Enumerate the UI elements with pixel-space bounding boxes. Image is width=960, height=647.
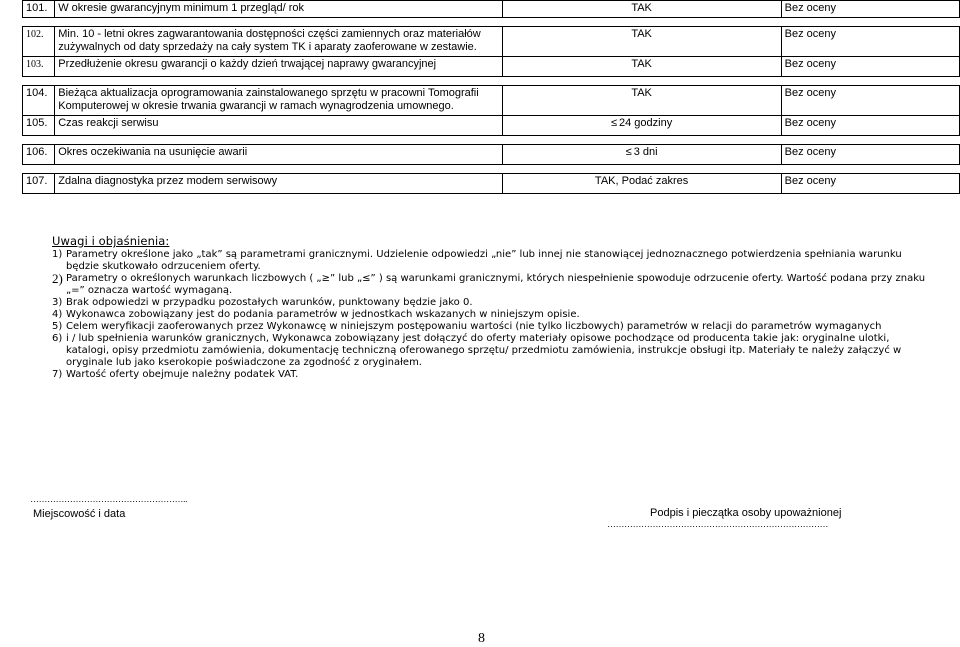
note-text: Brak odpowiedzi w przypadku pozostałych warunków, punktowany będzie jako 0. xyxy=(66,297,473,308)
row-number: 102. xyxy=(23,27,55,57)
row-description: Przedłużenie okresu gwarancji o każdy dzień trwającej naprawy gwarancyjnej xyxy=(55,57,502,77)
table-row xyxy=(23,86,960,116)
row-required-value: TAK, Podać zakres xyxy=(502,174,781,194)
row-rating: Bez oceny xyxy=(781,145,959,165)
table-row xyxy=(23,145,960,165)
page-number: 8 xyxy=(478,631,485,646)
signature-line: …………………………………………………………………… xyxy=(607,519,828,529)
note-text: i / lub spełnienia warunków granicznych, Wykonawca zobowiązany jest dołączyć do oferty materiały opisowe pochodzące od producenta takie jak: oryginalne ulotki, katalogi, opisy przedmiotu zamówienia, dokumentację techniczną oferowanego sprzętu/ przedmiotu zamówienia, instrukcje obsługi itp. Materiały te należy załączyć w oryginale lub jako kserokopie poświadczone za zgodność z oryginałem. xyxy=(66,333,902,368)
row-gap xyxy=(23,165,960,174)
note-item xyxy=(52,369,932,381)
notes-title: Uwagi i objaśnienia: xyxy=(52,234,170,248)
row-gap xyxy=(23,77,960,86)
row-required-value-text: 3 dni xyxy=(633,146,658,158)
table-row xyxy=(23,57,960,77)
row-number: 106. xyxy=(23,145,55,165)
table-row xyxy=(23,1,960,18)
table-row xyxy=(23,27,960,57)
row-required-value: TAK xyxy=(502,27,781,57)
row-description: Okres oczekiwania na usunięcie awarii xyxy=(55,145,502,165)
note-text: Celem weryfikacji zaoferowanych przez Wykonawcę w niniejszym postępowaniu wartości (nie tylko liczbowych) parametrów w relacji do parametrów wymaganych xyxy=(66,321,882,332)
requirements-table xyxy=(22,0,960,194)
row-number: 101. xyxy=(23,1,55,18)
table-row xyxy=(23,116,960,136)
note-item xyxy=(52,249,932,273)
note-item xyxy=(52,273,932,297)
row-rating: Bez oceny xyxy=(781,57,959,77)
row-description: Zdalna diagnostyka przez modem serwisowy xyxy=(55,174,502,194)
row-required-value xyxy=(502,116,781,136)
row-required-value-text: 24 godziny xyxy=(619,117,673,129)
note-number: 4) xyxy=(52,309,63,320)
row-rating: Bez oceny xyxy=(781,116,959,136)
place-date-line: ……………………………………………….. xyxy=(30,494,188,504)
note-number: 5) xyxy=(52,321,63,332)
place-date-label: Miejscowość i data xyxy=(33,508,126,520)
row-required-value xyxy=(502,145,781,165)
row-description: Bieżąca aktualizacja oprogramowania zainstalowanego sprzętu w pracowni Tomografii Komputerowej w okresie trwania gwarancji w ramach wynagrodzenia umownego. xyxy=(55,86,502,116)
row-rating: Bez oceny xyxy=(781,174,959,194)
note-item xyxy=(52,297,932,309)
table-row xyxy=(23,174,960,194)
note-text: Wartość oferty obejmuje należny podatek VAT. xyxy=(66,369,299,380)
row-gap xyxy=(23,18,960,27)
row-rating: Bez oceny xyxy=(781,86,959,116)
note-text: Wykonawca zobowiązany jest do podania parametrów w jednostkach wskazanych w niniejszym opisie. xyxy=(66,309,580,320)
note-number: 1) xyxy=(52,249,63,260)
note-number: 3) xyxy=(52,297,63,308)
row-gap xyxy=(23,136,960,145)
row-required-value: TAK xyxy=(502,86,781,116)
note-number: 7) xyxy=(52,369,63,380)
row-rating: Bez oceny xyxy=(781,27,959,57)
note-item xyxy=(52,321,932,333)
note-item xyxy=(52,333,932,369)
row-number: 107. xyxy=(23,174,55,194)
note-number: 6) xyxy=(52,333,63,344)
note-text: Parametry określone jako „tak” są parametrami granicznymi. Udzielenie odpowiedzi „nie” lub innej nie stanowiącej jednoznacznego potwierdzenia spełniania warunku będzie skutkowało odrzuceniem oferty. xyxy=(66,249,902,272)
row-required-value: TAK xyxy=(502,1,781,18)
notes-section xyxy=(52,235,932,381)
row-description: Min. 10 - letni okres zagwarantowania dostępności części zamiennych oraz materiałów zużywalnych od daty sprzedaży na cały system TK i aparaty zaoferowane w zestawie. xyxy=(55,27,502,57)
row-required-value: TAK xyxy=(502,57,781,77)
less-equal-sign: ≤ xyxy=(625,146,632,158)
note-item xyxy=(52,309,932,321)
row-number: 105. xyxy=(23,116,55,136)
row-description: W okresie gwarancyjnym minimum 1 przegląd/ rok xyxy=(55,1,502,18)
note-text: Parametry o określonych warunkach liczbowych ( „≥” lub „≤” ) są warunkami granicznymi, których niespełnienie spowoduje odrzucenie oferty. Wartość podana przy znaku „=” oznacza wartość wymaganą. xyxy=(66,273,926,296)
less-equal-sign: ≤ xyxy=(610,117,618,129)
row-number: 103. xyxy=(23,57,55,77)
row-rating: Bez oceny xyxy=(781,1,959,18)
signature-label: Podpis i pieczątka osoby upoważnionej xyxy=(650,507,842,519)
row-description: Czas reakcji serwisu xyxy=(55,116,502,136)
row-number: 104. xyxy=(23,86,55,116)
note-number: 2) xyxy=(52,271,63,286)
